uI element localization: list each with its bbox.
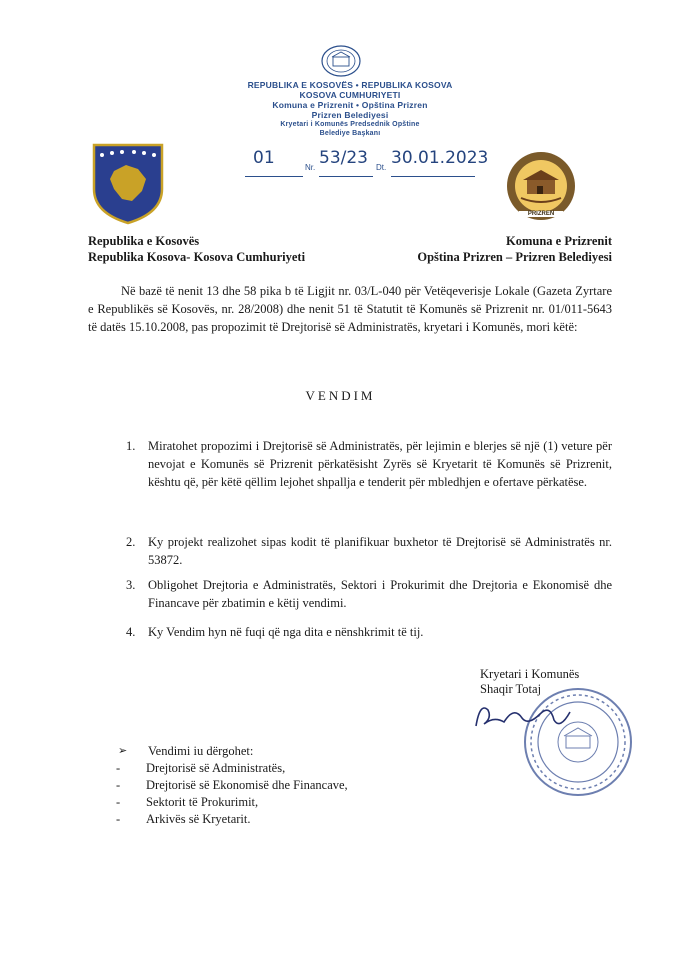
header-right	[382, 233, 612, 265]
distribution-heading: Vendimi iu dërgohet:	[148, 744, 254, 758]
decision-item-3	[126, 576, 612, 612]
stamp-line-4: Prizren Belediyesi	[311, 110, 389, 120]
signer-name: Shaqir Totaj	[480, 682, 542, 696]
stamp-line-2: KOSOVA CUMHURIYETI	[299, 90, 401, 100]
item-text: Obligohet Drejtoria e Administratës, Sektori i Prokurimit dhe Drejtoria e Ekonomisë dhe Financave për zbatimin e këtij vendimi.	[148, 578, 612, 610]
item-text: Ky projekt realizohet sipas kodit të planifikuar buxhetor të Drejtorisë së Administratës nr. 53872.	[148, 535, 612, 567]
registration-stamp	[230, 80, 470, 138]
dt-label: Dt.	[376, 163, 387, 172]
list-item-text: Arkivës së Kryetarit.	[146, 812, 251, 826]
list-item-text: Sektorit të Prokurimit,	[146, 795, 259, 809]
distribution-list	[118, 743, 350, 828]
stamp-line-3: Komuna e Prizrenit • Opština Prizren	[272, 100, 428, 110]
signer-role: Kryetari i Komunës	[480, 667, 580, 681]
header-right-line2: Opština Prizren – Prizren Belediyesi	[417, 250, 612, 264]
item-text: Ky Vendim hyn në fuqi që nga dita e nënshkrimit të tij.	[148, 625, 424, 639]
stamp-line-6: Belediye Başkanı	[319, 130, 381, 137]
list-item-text: Drejtorisë së Administratës,	[146, 761, 286, 775]
decision-item-1	[126, 437, 612, 491]
document-title: VENDIM	[305, 388, 376, 403]
list-item-text: Drejtorisë së Ekonomisë dhe Financave,	[146, 778, 348, 792]
list-item	[116, 760, 348, 777]
nr-label: Nr.	[305, 163, 316, 172]
header-left	[88, 233, 305, 265]
stamp-date: 30.01.2023	[391, 148, 489, 168]
nr-value: 53/23	[319, 148, 368, 168]
list-item	[116, 794, 348, 811]
arrow-bullet-icon: ➢	[118, 744, 128, 757]
kosovo-coat-of-arms-icon	[92, 143, 164, 225]
distribution-heading-row	[118, 743, 350, 760]
stamp-number: 01	[253, 148, 275, 168]
item-number: 1.	[126, 439, 136, 453]
decision-item-4	[126, 623, 612, 641]
decision-item-2	[126, 533, 612, 569]
item-text: Miratohet propozimi i Drejtorisë së Administratës, për lejimin e blerjes së një (1) veture për nevojat e Komunës së Prizrenit përkatësisht Zyrës së Kryetarit të Komunës së Prizrenit, kështu që, për këtë qëllim lejohet shpallja e tenderit për mbledhjen e ofertave përkatëse.	[148, 439, 612, 489]
dash-bullet: -	[116, 761, 121, 775]
header-left-line1: Republika e Kosovës	[88, 234, 200, 248]
list-item	[116, 811, 348, 828]
intro-paragraph: Në bazë të nenit 13 dhe 58 pika b të Ligjit nr. 03/L-040 për Vetëqeverisje Lokale (Gazeta Zyrtare e Republikës së Kosovës, nr. 28/2008) dhe nenit 51 të Statutit të Komunës së Prizrenit nr. 01/011-5643 të datës 15.10.2008, pas propozimit të Drejtorisë së Administratës, kryetari i Komunës, mori këtë:	[88, 284, 612, 334]
dash-bullet: -	[116, 812, 121, 826]
header-left-line2: Republika Kosova- Kosova Cumhuriyeti	[88, 250, 306, 264]
item-number: 3.	[126, 578, 136, 592]
prizren-logo-text: PRIZREN	[519, 211, 563, 217]
item-number: 4.	[126, 625, 136, 639]
registration-number-line	[245, 148, 489, 180]
list-item	[116, 777, 348, 794]
signature-icon	[470, 696, 590, 736]
stamp-line-1: REPUBLIKA E KOSOVËS • REPUBLIKA KOSOVA	[247, 80, 453, 90]
header-right-line1: Komuna e Prizrenit	[506, 234, 612, 248]
stamp-line-5: Kryetari i Komunës Predsednik Opštine	[280, 121, 420, 128]
dash-bullet: -	[116, 795, 121, 809]
stamp-emblem-icon	[320, 44, 362, 78]
dash-bullet: -	[116, 778, 121, 792]
item-number: 2.	[126, 535, 136, 549]
